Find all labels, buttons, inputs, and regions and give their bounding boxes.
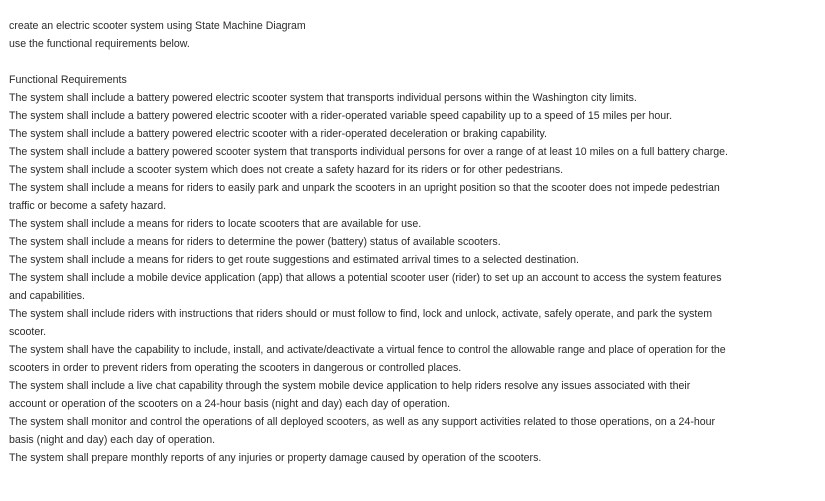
requirement-line: The system shall monitor and control the operations of all deployed scooters, as well as any support activities related to those operations, on a 24-hour [9, 416, 716, 428]
requirement-line: The system shall include a means for riders to easily park and unpark the scooters in an upright position so that the scooter does not impede pedestrian [9, 182, 720, 194]
blank-line [9, 53, 825, 71]
requirement-line: scooters in order to prevent riders from operating the scooters in dangerous or controlled places. [9, 362, 462, 374]
requirement-line: The system shall include a battery powered scooter system that transports individual persons for over a range of at least 10 miles on a full battery charge. [9, 146, 728, 158]
requirement-line: scooter. [9, 326, 47, 338]
requirement-line: The system shall include a means for riders to get route suggestions and estimated arrival times to a selected destination. [9, 254, 579, 266]
requirement-line: basis (night and day) each day of operation. [9, 434, 216, 446]
intro-line-1: create an electric scooter system using State Machine Diagram [9, 20, 306, 32]
requirement-line: The system shall include a battery powered electric scooter with a rider-operated variable speed capability up to a speed of 15 miles per hour. [9, 110, 673, 122]
intro-line-2: use the functional requirements below. [9, 38, 190, 50]
requirement-line: The system shall include a scooter system which does not create a safety hazard for its riders or for other pedestrians. [9, 164, 564, 176]
requirement-line: The system shall have the capability to include, install, and activate/deactivate a virtual fence to control the allowable range and place of operation for the [9, 344, 726, 356]
requirement-line: The system shall include a means for riders to locate scooters that are available for use. [9, 218, 422, 230]
requirement-line: The system shall include riders with instructions that riders should or must follow to find, lock and unlock, activate, safely operate, and park the system [9, 308, 713, 320]
requirement-line: The system shall include a means for riders to determine the power (battery) status of available scooters. [9, 236, 501, 248]
requirement-line: account or operation of the scooters on a 24-hour basis (night and day) each day of operation. [9, 398, 451, 410]
requirement-line: traffic or become a safety hazard. [9, 200, 167, 212]
requirement-line: The system shall prepare monthly reports of any injuries or property damage caused by operation of the scooters. [9, 452, 542, 464]
requirement-line: The system shall include a battery powered electric scooter system that transports individual persons within the Washington city limits. [9, 92, 637, 104]
requirement-line: The system shall include a live chat capability through the system mobile device application to help riders resolve any issues associated with their [9, 380, 691, 392]
requirement-line: The system shall include a mobile device application (app) that allows a potential scooter user (rider) to set up an account to access the system features [9, 272, 722, 284]
requirement-line: The system shall include a battery powered electric scooter with a rider-operated deceleration or braking capability. [9, 128, 547, 140]
requirements-heading: Functional Requirements [9, 74, 127, 86]
requirement-line: and capabilities. [9, 290, 85, 302]
